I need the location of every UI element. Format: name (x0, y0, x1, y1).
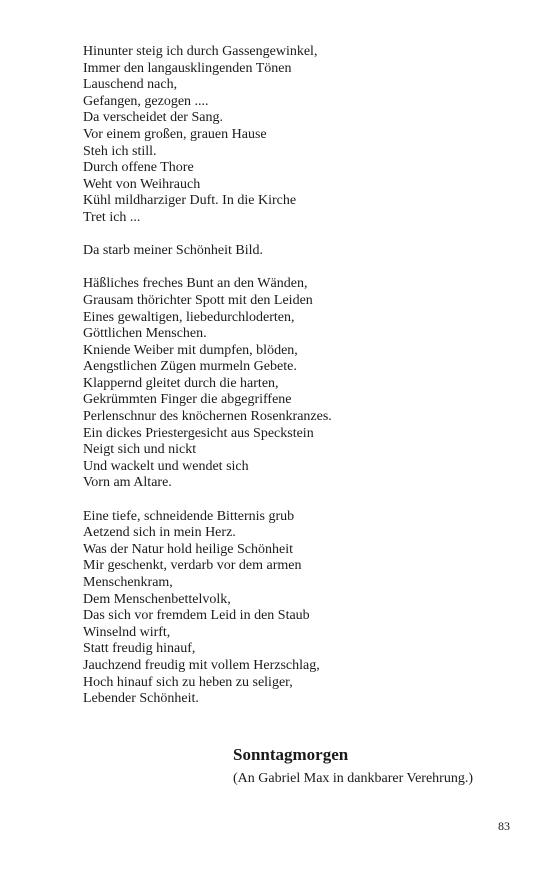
page-number: 83 (498, 819, 510, 833)
poem-line: Neigt sich und nickt (83, 442, 197, 458)
poem-line: Kniende Weiber mit dumpfen, blöden, (83, 342, 298, 358)
poem-line: Mir geschenkt, verdarb vor dem armen (83, 558, 302, 574)
poem-line: Ein dickes Priestergesicht aus Speckstein (83, 425, 314, 441)
stanza (83, 276, 523, 492)
poem-line: Winselnd wirft, (83, 624, 171, 640)
poem-line: Das sich vor fremdem Leid in den Staub (83, 608, 310, 624)
poem-line: Vor einem großen, grauen Hause (83, 126, 267, 142)
poem-line: Gekrümmten Finger die abgegriffene (83, 392, 292, 408)
poem-line: Dem Menschenbettelvolk, (83, 591, 231, 607)
poem-line: Da starb meiner Schönheit Bild. (83, 243, 264, 259)
poem-line: Grausam thörichter Spott mit den Leiden (83, 292, 313, 308)
poem-line: Statt freudig hinauf, (83, 641, 196, 657)
poem-line: Lebender Schönheit. (83, 691, 199, 707)
poem-dedication: (An Gabriel Max in dankbarer Verehrung.) (233, 771, 473, 786)
poem-line: Da verscheidet der Sang. (83, 110, 223, 126)
poem-line: Vorn am Altare. (83, 475, 172, 491)
poem-line: Gefangen, gezogen .... (83, 93, 209, 109)
stanza (83, 243, 523, 260)
poem-line: Menschenkram, (83, 575, 173, 590)
poem-title: Sonntagmorgen (233, 745, 349, 764)
poem-line: Perlenschnur des knöchernen Rosenkranzes. (83, 409, 332, 425)
poem-line: Und wackelt und wendet sich (83, 458, 249, 474)
poem-line: Lauschend nach, (83, 77, 178, 93)
poem-line: Immer den langausklingenden Tönen (83, 60, 292, 76)
poem-line: Göttlichen Menschen. (83, 326, 207, 342)
stanza (83, 44, 523, 227)
poem-line: Aengstlichen Zügen murmeln Gebete. (83, 359, 297, 375)
poem-line: Was der Natur hold heilige Schönheit (83, 541, 293, 557)
poem-line: Eine tiefe, schneidende Bitternis grub (83, 508, 295, 524)
poem-line: Weht von Weihrauch (83, 176, 201, 192)
poem-line: Hinunter steig ich durch Gassengewinkel, (83, 44, 318, 59)
poem-line: Steh ich still. (83, 143, 157, 159)
poem-body (83, 44, 523, 724)
poem-line: Eines gewaltigen, liebedurchloderten, (83, 309, 295, 325)
poem-line: Häßliches freches Bunt an den Wänden, (83, 276, 308, 292)
poem-line: Jauchzend freudig mit vollem Herzschlag, (83, 657, 320, 673)
poem-line: Durch offene Thore (83, 160, 194, 176)
poem-line: Hoch hinauf sich zu heben zu seliger, (83, 674, 293, 690)
poem-line: Tret ich ... (83, 209, 141, 225)
poem-line: Klappernd gleitet durch die harten, (83, 375, 279, 391)
stanza (83, 509, 523, 708)
poem-line: Kühl mildharziger Duft. In die Kirche (83, 193, 297, 209)
poem-line: Aetzend sich in mein Herz. (83, 525, 236, 541)
